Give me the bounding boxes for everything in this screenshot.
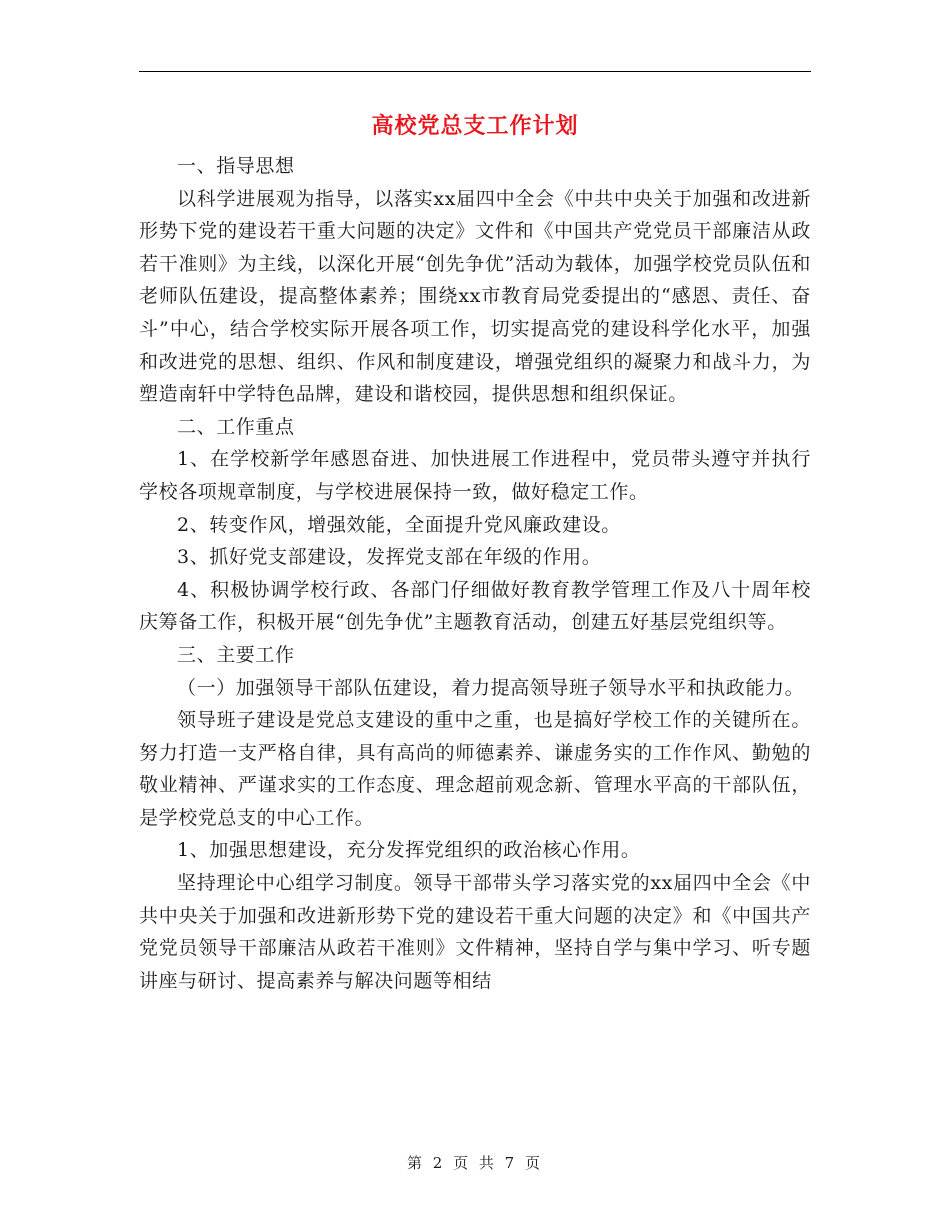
- page-number: 第 2 页 共 7 页: [407, 1154, 543, 1172]
- body-paragraph: 以科学进展观为指导，以落实xx届四中全会《中共中央关于加强和改进新形势下党的建设若干重大问题的决定》文件和《中国共产党党员干部廉洁从政若干准则》为主线，以深化开展“创先争优”活动为载体，加强学校党员队伍和老师队伍建设，提高整体素养；围绕xx市教育局党委提出的“感恩、责任、奋斗”中心，结合学校实际开展各项工作，切实提高党的建设科学化水平，加强和改进党的思想、组织、作风和制度建设，增强党组织的凝聚力和战斗力，为塑造南轩中学特色品牌，建设和谐校园，提供思想和组织保证。: [139, 187, 811, 406]
- subsection-heading: （一）加强领导干部队伍建设，着力提高领导班子领导水平和执政能力。: [177, 676, 805, 699]
- list-item: 2、转变作风，增强效能，全面提升党风廉政建设。: [177, 513, 621, 536]
- section-heading: 一、指导思想: [177, 155, 295, 177]
- body-paragraph: 领导班子建设是党总支建设的重中之重，也是搞好学校工作的关键所在。努力打造一支严格自律，具有高尚的师德素养、谦虚务实的工作作风、勤勉的敬业精神、严谨求实的工作态度、理念超前观念新、管理水平高的干部队伍，是学校党总支的中心工作。: [139, 709, 811, 829]
- document-body: [139, 150, 811, 997]
- list-item: 1、加强思想建设，充分发挥党组织的政治核心作用。: [177, 839, 641, 862]
- list-item: 1、在学校新学年感恩奋进、加快进展工作进程中，党员带头遵守并执行学校各项规章制度，与学校进展保持一致，做好稳定工作。: [139, 448, 811, 503]
- document-title: 高校党总支工作计划: [371, 113, 579, 139]
- section-heading: 三、主要工作: [177, 643, 295, 666]
- header-rule: [139, 71, 811, 72]
- section-heading: 二、工作重点: [177, 415, 295, 438]
- list-item: 3、抓好党支部建设，发挥党支部在年级的作用。: [177, 546, 602, 569]
- body-paragraph: 坚持理论中心组学习制度。领导干部带头学习落实党的xx届四中全会《中共中央关于加强和改进新形势下党的建设若干重大问题的决定》和《中国共产党党员领导干部廉洁从政若干准则》文件精神，坚持自学与集中学习、听专题讲座与研讨、提高素养与解决问题等相结: [139, 872, 811, 992]
- list-item: 4、积极协调学校行政、各部门仔细做好教育教学管理工作及八十周年校庆筹备工作，积极开展“创先争优”主题教育活动，创建五好基层党组织等。: [139, 578, 811, 634]
